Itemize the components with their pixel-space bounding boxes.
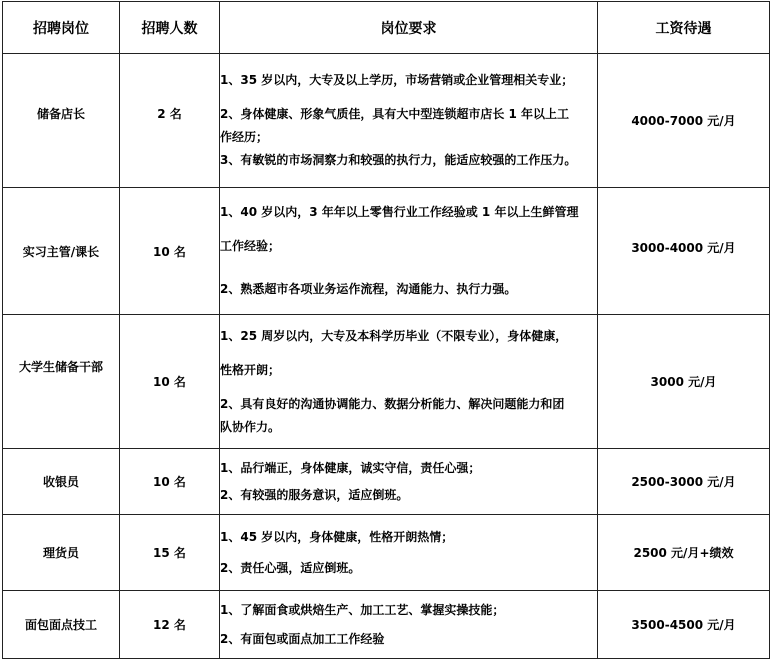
requirements-cell [220,54,598,188]
requirements-cell [220,188,598,315]
requirement-line: 2、责任心强，适应倒班。 [220,560,361,575]
requirement-line: 1、品行端正，身体健康，诚实守信，责任心强； [220,460,481,475]
position-cell: 储备店长 [3,54,120,188]
table-row [3,591,770,659]
requirements-cell [220,591,598,659]
position-cell: 理货员 [3,515,120,591]
header-position: 招聘岗位 [3,2,120,54]
table-row [3,315,770,449]
header-row [3,2,770,54]
requirement-line: 2、身体健康、形象气质佳，具有大中型连锁超市店长 1 年以上工 [220,107,570,121]
position-cell: 大学生储备干部 [3,315,120,449]
position-cell: 面包面点技工 [3,591,120,659]
requirement-line: 作经历； [220,130,269,144]
table-row [3,515,770,591]
salary-cell: 2500-3000 元/月 [598,449,770,515]
header-requirements: 岗位要求 [220,2,598,54]
salary-cell: 3000 元/月 [598,315,770,449]
requirements-cell [220,515,598,591]
position-cell: 收银员 [3,449,120,515]
requirement-line: 3、有敏锐的市场洞察力和较强的执行力，能适应较强的工作压力。 [220,153,577,167]
table-row [3,54,770,188]
requirement-line: 1、40 岁以内，3 年年以上零售行业工作经验或 1 年以上生鲜管理 [220,205,579,219]
header-salary: 工资待遇 [598,2,770,54]
position-cell: 实习主管/课长 [3,188,120,315]
count-cell: 12 名 [120,591,220,659]
count-cell: 10 名 [120,188,220,315]
salary-cell: 2500 元/月+绩效 [598,515,770,591]
count-cell: 15 名 [120,515,220,591]
salary-cell: 3500-4500 元/月 [598,591,770,659]
requirement-line: 2、熟悉超市各项业务运作流程，沟通能力、执行力强。 [220,282,517,296]
requirement-line: 1、25 周岁以内，大专及本科学历毕业（不限专业），身体健康， [220,328,568,343]
requirement-line: 2、有面包或面点加工工作经验 [220,631,385,646]
recruitment-table [2,1,770,659]
requirement-line: 2、有较强的服务意识，适应倒班。 [220,487,409,502]
requirement-line: 1、了解面食或烘焙生产、加工工艺、掌握实操技能； [220,602,505,617]
requirements-cell [220,315,598,449]
requirement-line: 2、具有良好的沟通协调能力、数据分析能力、解决问题能力和团 [220,396,565,411]
requirement-line: 1、45 岁以内，身体健康，性格开朗热情； [220,529,454,544]
requirement-line: 性格开朗； [220,362,281,377]
table-row [3,449,770,515]
count-cell: 2 名 [120,54,220,188]
header-count: 招聘人数 [120,2,220,54]
requirement-line: 1、35 岁以内，大专及以上学历，市场营销或企业管理相关专业； [220,73,574,87]
requirement-line: 工作经验； [220,239,281,253]
count-cell: 10 名 [120,315,220,449]
table-row [3,188,770,315]
requirements-cell [220,449,598,515]
salary-cell: 4000-7000 元/月 [598,54,770,188]
salary-cell: 3000-4000 元/月 [598,188,770,315]
requirement-line: 队协作力。 [220,419,281,434]
count-cell: 10 名 [120,449,220,515]
